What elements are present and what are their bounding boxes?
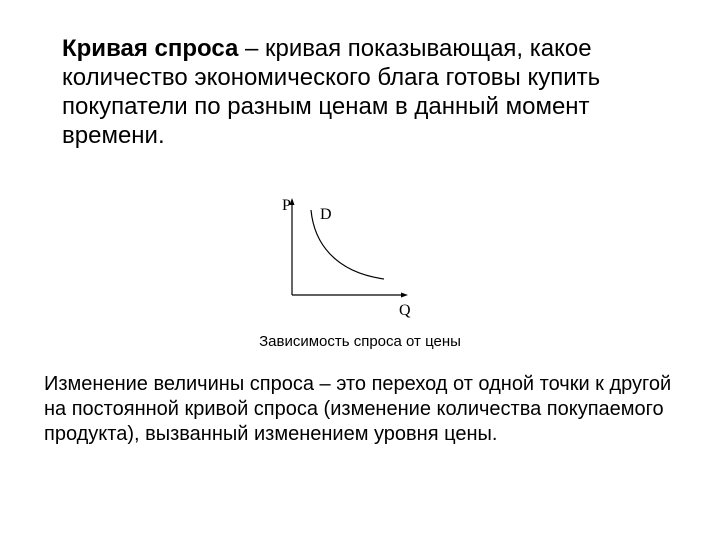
definition-text: – кривая показывающая, какое количество экономического блага готовы купить покупатели по разным ценам в данный момент времени. xyxy=(62,35,601,149)
x-axis-arrow xyxy=(401,293,408,298)
graph-caption: Зависимость спроса от цены xyxy=(259,333,461,350)
curve-label: D xyxy=(320,206,332,223)
demand-curve-svg xyxy=(270,190,440,330)
change-in-quantity-definition: Изменение величины спроса – это переход от одной точки к другой на постоянной кривой спроса (изменение количества покупаемого продукта), вызванный изменением уровня цены. xyxy=(44,373,672,445)
definition-term: Кривая спроса xyxy=(62,35,239,62)
demand-curve-graph xyxy=(270,190,440,330)
y-axis-label: P xyxy=(282,197,291,214)
x-axis-label: Q xyxy=(399,302,411,319)
demand-curve-definition xyxy=(62,34,682,150)
